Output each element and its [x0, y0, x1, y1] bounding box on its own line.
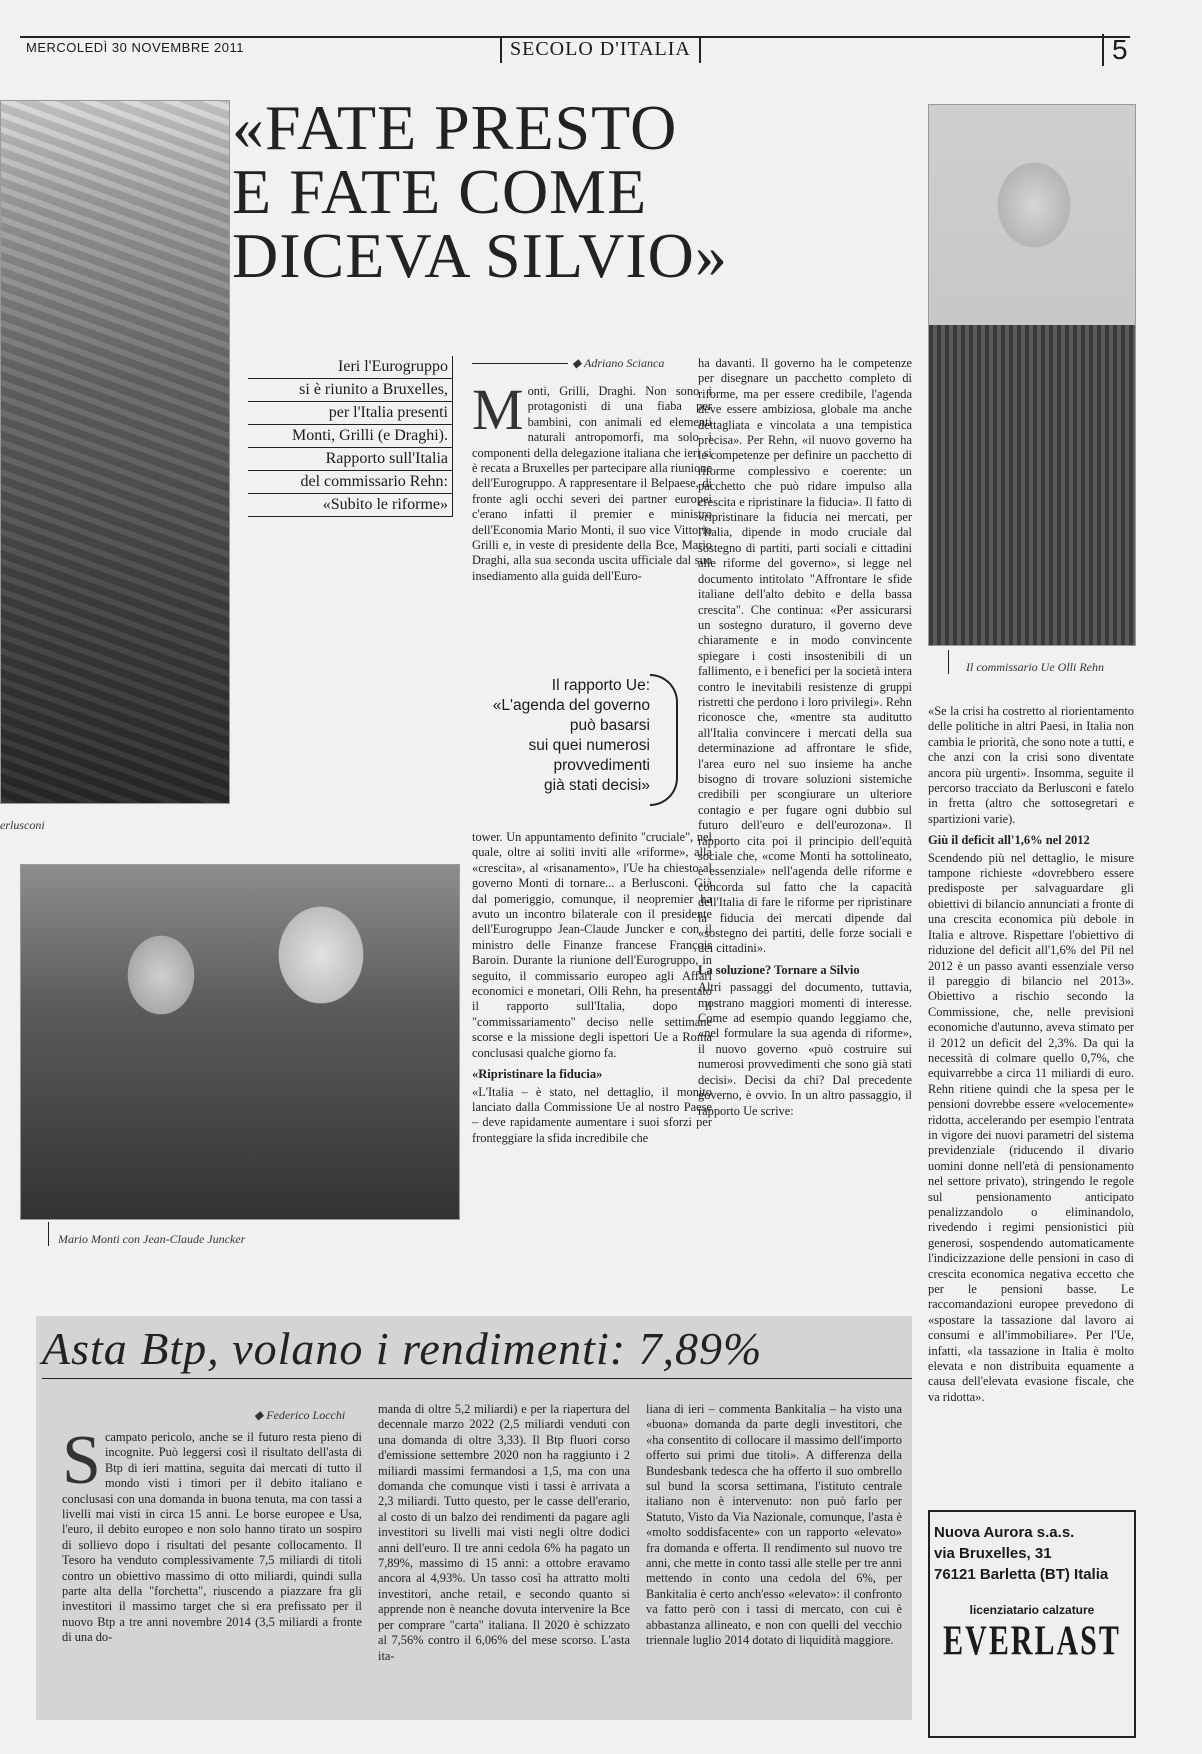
article-text: liana di ieri – commenta Bankitalia – ha visto una «buona» domanda da parte degli investitori, che «ha consentito di collocare il massimo dell'importo offerto sui primi due titoli». A differenza della Bundesbank tedesca che ha offerto il suo ombrello sul bund la scorsa settimana, l'istituto centrale italiano non è intervenuto: non può farlo per Statuto, Visto da Via Nazionale, comunque, l'asta è «molto soddisfacente» con un rapporto «elevato» fra domanda e offerta. Il rendimento sul nuovo tre anni, che mette in conto tassi alle stelle per tre anni mettendo in conto una cedola del 6%, per Bankitalia è certo anch'esso «elevato»: il confronto va fatto però con i tassi di mercato, con cui è abbastanza allineato, e non con quelli del vecchio triennale luglio 2014 dotato di liquidità maggiore. [646, 1402, 902, 1648]
headline-line: DICEVA SILVIO» [232, 220, 728, 291]
deck-line: Ieri l'Eurogruppo [248, 356, 453, 379]
pull-quote [468, 676, 650, 796]
ad-licensee: licenziatario calzature [969, 1603, 1095, 1617]
btp-column-3 [646, 1402, 902, 1720]
btp-headline: Asta Btp, volano i rendimenti: 7,89% [42, 1323, 763, 1374]
article-text: campato pericolo, anche se il futuro resta pieno di incognite. Può leggersi così il risultato dell'asta di Btp di ieri mattina, seguita dai mercati di tutto il mondo visti i timori per il debito italiano e conclusasi con una domanda in buona tenuta, ma con tassi a livelli mai visti in circa 15 anni. Le borse europee e Usa, l'euro, il debito europeo e non solo hanno tirato un sospiro di sollievo dopo i risultati del pesante collocamento. Il Tesoro ha venduto complessivamente 7,5 miliardi di titoli contro un obiettivo massimo di otto miliardi, quindi sulla parte alta della "forchetta", riuscendo a piazzare fra gli investitori il massimo target che si era prefissato per il nuovo Btp a tre anni novembre 2014 (3,5 miliardi a fronte di una do- [62, 1430, 362, 1645]
protest-crowd-photo [0, 100, 230, 804]
caption-rule [948, 650, 949, 674]
article-text: tower. Un appuntamento definito "cruciale", nel quale, oltre ai soliti inviti alle «riforme», alla «crescita», al «risanamento», l'Ue ha chiesto al governo Monti di tornare... a Berlusconi. Già dal pomeriggio, comunque, il neopremier ha avuto un incontro bilaterale con il presidente dell'Eurogruppo Jean-Claude Juncker e con il ministro delle Finanze francese François Baroin. Durante la riunione dell'Eurogruppo, in seguito, il commissario europeo agli Affari economici e monetari, Olli Rehn, ha presentato il rapporto sull'Italia, dopo il "commissariamento" deciso nelle settimane scorse e la missione degli ispettori Ue a Roma conclusasi qualche giorno fa. [472, 830, 712, 1060]
pull-quote-line: sui quei numerosi [528, 737, 650, 754]
issue-date: MERCOLEDÌ 30 NOVEMBRE 2011 [26, 40, 244, 55]
ad-street: via Bruxelles, 31 [934, 1545, 1052, 1562]
crowd-photo-caption: erlusconi [0, 818, 45, 832]
pull-quote-line: già stati decisi» [544, 777, 650, 794]
monti-juncker-photo [20, 864, 460, 1220]
btp-column-1 [62, 1430, 362, 1720]
article-subhead: Giù il deficit all'1,6% nel 2012 [928, 833, 1090, 848]
headline-line: «FATE PRESTO [232, 92, 678, 163]
olli-rehn-photo [928, 104, 1136, 646]
byline-name: Federico Locchi [266, 1408, 346, 1422]
headline-line: E FATE COME [232, 156, 648, 227]
btp-column-2 [378, 1402, 630, 1720]
pull-quote-line: provvedimenti [553, 757, 650, 774]
article-text: Scendendo più nel dettaglio, le misure tampone richieste «dovrebbero essere predisposte per salvaguardare gli obiettivi di bilancio annunciati a fronte di una crescita economica più debole in Italia e altrove. Rispettare l'obiettivo di riduzione del deficit all'1,6% del Pil nel 2012 è un passo avanti essenziale verso il pareggio di bilancio nel 2013». Obiettivo a rischio secondo la Commissione, che, nelle previsioni economiche d'autunno, aveva stimato per il 2012 un deficit del 2,3%. Da qui la necessità di colmare quello 0,7%, che equivarrebbe a circa 11 miliardi di euro. Rehn ritiene quindi che la spesa per le pensioni dovrebbe essere «velocemente» ridotta, accelerando per esempio l'entrata in vigore dei nuovi parametri del sistema previdenziale (riducendo il divario uomini donne nell'età di pensionamento nel settore privato), stringendo le regole sul pensionamento anticipato penalizzandolo o eliminandolo, rivedendo i regimi pensionistici più generosi, sospendendo automaticamente l'indicizzazione delle pensioni in caso di crescita economica negativa eccetto che per le pensioni basse. Le raccomandazioni europee prevedono di «spostare la tassazione dal lavoro ai consumi e all'immobiliare». Per l'Ue, infatti, «la tassazione in Italia è molto elevata e non distribuita equamente a causa dell'elevata evasione fiscale, che va ridotta». [928, 850, 1134, 1404]
main-headline [232, 92, 912, 291]
deck-line: Rapporto sull'Italia [248, 448, 453, 471]
drop-cap: S [62, 1430, 101, 1499]
deck-line: «Subito le riforme» [248, 494, 453, 517]
article-text: «Se la crisi ha costretto al riorientamento delle politiche in altri Paesi, in Italia non cambia le priorità, che sono note a tutti, e che anzi con la crisi sono diventate ancora più urgenti». Insomma, seguite il percorso tracciato da Berlusconi e fatelo in fretta (altro che sottosegretari e spartizioni varie). [928, 704, 1134, 826]
byline-name: Adriano Scianca [584, 356, 665, 370]
ad-company: Nuova Aurora s.a.s. [934, 1524, 1075, 1541]
btp-title-rule [42, 1378, 912, 1379]
article-text: manda di oltre 5,2 miliardi) e per la riapertura del decennale marzo 2022 (2,5 miliardi venduti con una domanda di oltre 3,33). Il Btp fluori corso d'emissione settembre 2020 non ha raggiunto i 2 miliardi massimi fermandosi a 1,5, ma con una domanda che comunque visti i tassi è arrivata a 2,3 miliardi. Tutto questo, per le casse dell'erario, al costo di un balzo dei rendimenti da pagare agli investitori su livelli mai visti negli oltre dodici anni dell'euro. Il tre anni cedola 6% ha pagato un 7,89%, massimo di 15 anni: a ottobre eravamo ancora al 4,93%. Un tasso così ha attratto molti investitori, anche retail, e secondo quanto si apprende non è neanche dovuta intervenire la Bce per comprare "carta" italiana. Il 2020 è schizzato al 7,56% contro il 6,06% del mese scorso. L'asta ita- [378, 1402, 630, 1663]
article-subhead: La soluzione? Tornare a Silvio [698, 962, 860, 977]
byline-rule [472, 363, 568, 364]
deck-line: per l'Italia presenti [248, 402, 453, 425]
caption-rule [48, 1222, 49, 1246]
masthead: SECOLO D'ITALIA [500, 36, 701, 63]
rehn-photo-caption: Il commissario Ue Olli Rehn [966, 660, 1104, 674]
article-deck [248, 356, 453, 517]
everlast-advertisement [928, 1510, 1136, 1738]
pull-quote-line: Il rapporto Ue: [551, 677, 650, 694]
article-text: onti, Grilli, Draghi. Non sono i protagonisti di una fiaba per bambini, con animali ed elementi naturali antropomorfi, ma solo i componenti della delegazione italiana che ieri si è recata a Bruxelles per partecipare alla riunione dell'Eurogruppo. A rappresentare il Belpaese, di fronte agli occhi severi dei partner europei c'erano infatti il premier e ministro dell'Economia Mario Monti, il suo vice Vittorio Grilli e, in veste di presidente della Bce, Mario Draghi, alla sua seconda uscita ufficiale dal suo insediamento alla guida dell'Euro- [472, 384, 712, 583]
page-number: 5 [1102, 34, 1128, 66]
pull-quote-line: «L'agenda del governo [492, 697, 650, 714]
deck-line: del commissario Rehn: [248, 471, 453, 494]
deck-line: Monti, Grilli (e Draghi). [248, 425, 453, 448]
monti-photo-caption: Mario Monti con Jean-Claude Juncker [58, 1232, 246, 1246]
article-subhead: «Ripristinare la fiducia» [472, 1067, 603, 1082]
drop-cap: M [472, 384, 524, 442]
article-column-2 [698, 356, 912, 1248]
article-byline: ◆ Adriano Scianca [572, 356, 665, 370]
pull-quote-bracket [650, 674, 678, 806]
deck-line: si è riunito a Bruxelles, [248, 379, 453, 402]
btp-byline: ◆ Federico Locchi [254, 1408, 346, 1422]
article-text: «L'Italia – è stato, nel dettaglio, il monito lanciato dalla Commissione Ue al nostro Paese – deve rapidamente aumentare i suoi sforzi per fronteggiare la sfida incredibile che [472, 1084, 712, 1145]
article-column-3 [928, 704, 1134, 1494]
article-column-1-continued [472, 830, 712, 1248]
article-text: Altri passaggi del documento, tuttavia, mostrano maggiori momenti di interesse. Come ad esempio quando leggiamo che, «nel formulare la sua agenda di riforme», il nuovo governo «può costruire sui numerosi provvedimenti che sono già stati decisi». Decisi da chi? Dal precedente governo, è ovvio. In un altro passaggio, il rapporto Ue scrive: [698, 980, 912, 1118]
article-column-1 [472, 384, 712, 654]
article-text: ha davanti. Il governo ha le competenze per disegnare un pacchetto completo di riforme, ma per essere credibile, l'agenda deve essere ambiziosa, globale ma anche dettagliata e vincolata a una tempistica precisa». Per Rehn, «il nuovo governo ha le competenze per definire un pacchetto di riforme complessivo e coerente: un pacchetto che può ridare impulso alla crescita e ripristinare la fiducia». Il fatto di «ripristinare la fiducia nei mercati, per l'Italia, dipende in modo cruciale dal sostegno di partiti, parti sociali e cittadini alle riforme del governo», si legge nel documento intitolato "Affrontare le sfide italiane dell'alto debito e della bassa crescita". Che continua: «Per assicurarsi un sostegno duraturo, il governo deve chiaramente e in modo convincente spiegare i costi insostenibili di un fallimento, e i benefici per la società intera contro le inevitabili resistenze di gruppi ristretti che perdono i loro privilegi». Rehn riconosce che, «mentre sta auditutto all'Italia convincere i mercati della sua determinazione ad affrontare le sfide, l'area euro nel suo insieme ha anche bisogno di trovare soluzioni sistemiche credibili per scongiurare un ulteriore contagio e per fugare ogni dubbio sul futuro dell'euro e dell'eurozona». Il rapporto cita poi il principio dell'equità sociale che, «come Monti ha sottolineato, è essenziale» nell'agenda delle riforme e concorda sul fatto che la capacità dell'Italia di fare le riforme per ripristinare la fiducia dei mercati dipende dal «sostegno dei partiti, delle forze sociali e dei cittadini». [698, 356, 912, 956]
ad-city: 76121 Barletta (BT) Italia [934, 1566, 1109, 1583]
pull-quote-line: può basarsi [569, 717, 650, 734]
everlast-logo: EVERLAST [943, 1618, 1121, 1665]
